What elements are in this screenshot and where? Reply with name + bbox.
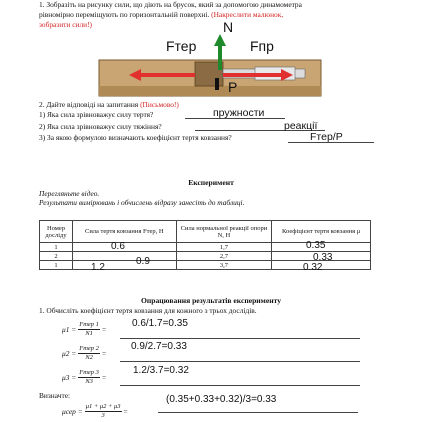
mu3-answer: 1.2/3.7=0.32 [133,365,189,376]
task2-heading: 2. Дайте відповіді на запитання (Письмово!) [39,100,179,109]
hw-mu-1: 0.35 [306,240,326,251]
determine-label: Визначте: [39,391,71,400]
hw-mu-2: 0.33 [313,252,333,263]
experiment-line1: Перегляньте відео. [39,189,100,198]
force-diagram [95,20,325,100]
task2-q2: 2) Яка сила зрівноважує силу тяжіння? [39,122,162,131]
surface-edge [99,86,321,96]
experiment-title: Експеримент [188,178,234,187]
mean-answer: (0.35+0.33+0.32)/3=0.33 [166,394,277,405]
answer-3: Fтер/P [310,131,343,143]
task2-q3: 3) За якою формулою визначають коефіцієнт тертя ковзання? [39,133,232,142]
mu3-formula: μ3 = $\frac{\text{Fтер 3}}{N3}$ = [62,368,107,385]
processing-line1: 1. Обчисліть коефіцієнт тертя ковзання для кожного з трьох дослідів. [39,306,257,315]
mu1-line [120,338,360,339]
hw-mu-3: 0.32 [303,262,323,273]
label-p: P [228,79,238,95]
hw-ftr-2: 0.9 [136,256,150,267]
label-n: N [223,19,234,35]
answer-2: реакції [284,120,318,132]
cell-n: 3,7 [176,261,272,270]
mu1-formula: μ1 = $\frac{\text{Fтер 1}}{N1}$ = [62,320,107,337]
mu2-formula: μ2 = $\frac{\text{Fтер 2}}{N2}$ = [62,344,107,361]
mean-line [158,412,358,413]
header-ftr: Сила тертя ковзання Fтер, Н [72,221,176,243]
mean-formula: μсер = $\frac{\mu 1 + \mu 2 + \mu 3}{3}$ = [62,402,128,419]
cell-ftr [72,261,176,270]
task1-text2: рівномірно переміщують по горизонтальній поверхні. (Накреслити малюнок, [39,10,284,19]
experiment-line2: Результати вимірювань і обчислень відразу занесіть до таблиці. [39,198,245,207]
mu2-answer: 0.9/2.7=0.33 [131,341,187,352]
hw-ftr-1: 0.6 [111,241,125,252]
header-n: Сила нормальної реакції опори N, Н [176,221,272,243]
label-fpr: Fпр [250,38,274,54]
cell-num: 2 [40,252,73,261]
cell-ftr [72,252,176,261]
task1-note2: зобразити сили!) [39,20,93,29]
answer-1: пружности [213,107,265,119]
hw-ftr-3: 1.2 [91,262,105,273]
cell-num: 1 [40,261,73,270]
mu2-line [120,361,360,362]
cell-n: 2,7 [176,252,272,261]
mu1-answer: 0.6/1.7=0.35 [132,318,188,329]
normal-arrowhead [214,34,226,46]
cell-n: 1,7 [176,243,272,252]
mu3-line [120,385,360,386]
cell-num: 1 [40,243,73,252]
header-mu: Коефіцієнт тертя ковзання μ [272,221,371,243]
task1-text: 1. Зобразіть на рисунку сили, що діють на брусок, який за допомогою динамометра [39,0,302,9]
header-num: Номер досліду [40,221,73,243]
processing-title: Опрацювання результатів експерименту [140,296,282,305]
task2-q1: 1) Яка сила зрівноважує силу тертя? [39,110,154,119]
label-ftr: Fтер [166,38,197,54]
